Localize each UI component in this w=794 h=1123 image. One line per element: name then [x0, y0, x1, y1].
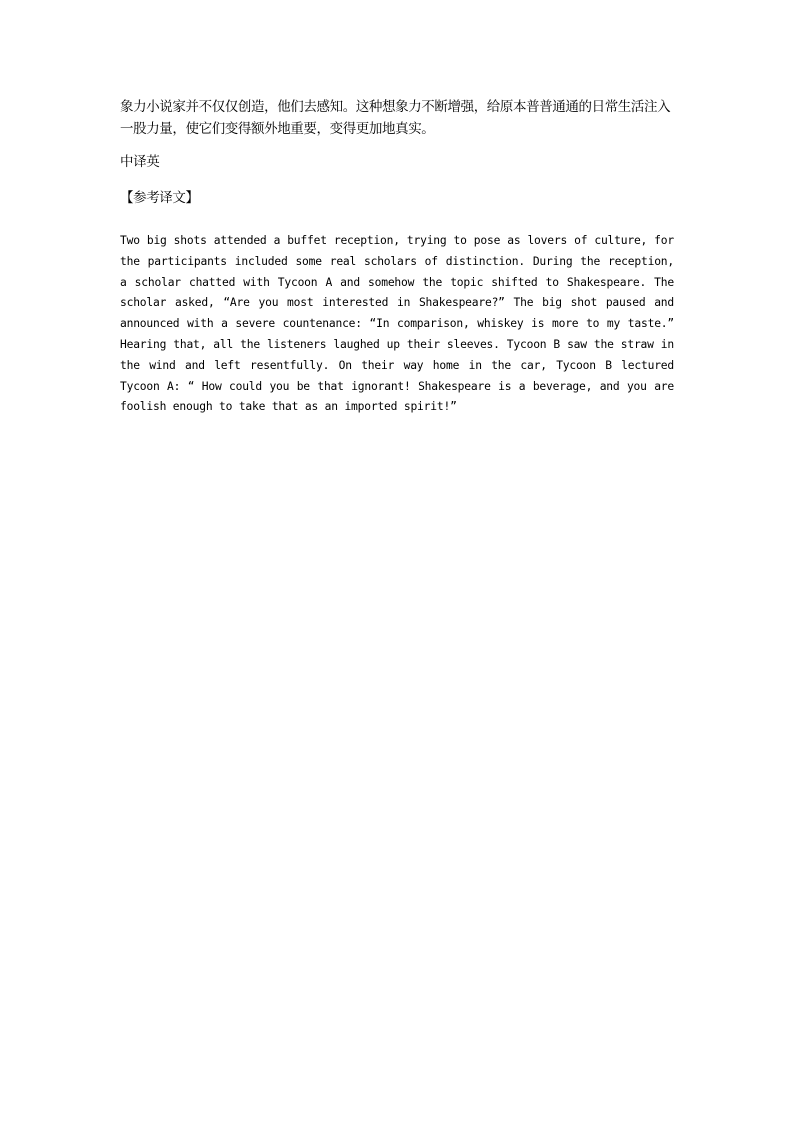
reference-heading: 【参考译文】: [120, 190, 199, 206]
document-page: [120, 96, 674, 418]
section-heading: 中译英: [120, 154, 160, 170]
chinese-paragraph: 象力小说家并不仅仅创造，他们去感知。这种想象力不断增强，给原本普普通通的日常生活注入一股力量，使它们变得额外地重要，变得更加地真实。: [120, 99, 671, 137]
english-translation-paragraph: Two big shots attended a buffet reception, trying to pose as lovers of culture, for the participants included some real scholars of distinction. During the reception, a scholar chatted with Tycoon A and somehow the topic shifted to Shakespeare. The scholar asked, “Are you most interested in Shakespeare?” The big shot paused and announced with a severe countenance: “In comparison, whiskey is more to my taste.” Hearing that, all the listeners laughed up their sleeves. Tycoon B saw the straw in the wind and left resentfully. On their way home in the car, Tycoon B lectured Tycoon A: “ How could you be that ignorant! Shakespeare is a beverage, and you are foolish enough to take that as an imported spirit!”: [120, 234, 674, 414]
